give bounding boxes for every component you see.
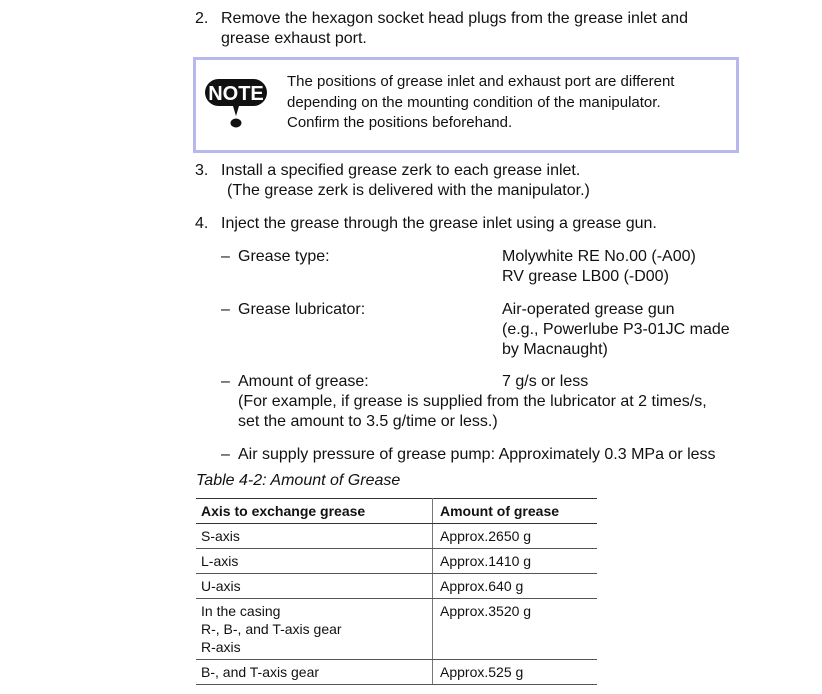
spec-dash: – bbox=[221, 248, 230, 265]
axis-line: R-, B-, and T-axis gear bbox=[201, 621, 342, 637]
grease-type-value2: RV grease LB00 (-D00) bbox=[502, 268, 669, 285]
axis-cell bbox=[196, 599, 433, 660]
axis-line: B-, and T-axis gear bbox=[201, 664, 320, 680]
axis-line: In the casing bbox=[201, 603, 281, 619]
amount-value: 7 g/s or less bbox=[502, 373, 589, 390]
amount-cell: Approx.3520 g bbox=[433, 599, 598, 660]
amount-cell: Approx.1410 g bbox=[433, 549, 598, 574]
table-row bbox=[196, 599, 597, 660]
amount-cell: Approx.525 g bbox=[433, 660, 598, 685]
axis-line: R-axis bbox=[201, 639, 241, 655]
table-caption: Table 4-2: Amount of Grease bbox=[196, 472, 401, 489]
table-row bbox=[196, 549, 597, 574]
step-2-text-line1: Remove the hexagon socket head plugs from the grease inlet and bbox=[221, 10, 688, 27]
spec-dash: – bbox=[221, 446, 230, 463]
spec-dash: – bbox=[221, 301, 230, 318]
table-row bbox=[196, 524, 597, 549]
amount-label: Amount of grease: bbox=[238, 373, 369, 390]
note-line3: Confirm the positions beforehand. bbox=[287, 114, 513, 131]
note-text bbox=[287, 72, 674, 134]
spec-dash: – bbox=[221, 373, 230, 390]
axis-line: U-axis bbox=[201, 578, 241, 594]
table-row bbox=[196, 574, 597, 599]
axis-line: L-axis bbox=[201, 553, 239, 569]
axis-cell bbox=[196, 549, 433, 574]
lubricator-value1: Air-operated grease gun bbox=[502, 301, 675, 318]
note-line2: depending on the mounting condition of the manipulator. bbox=[287, 93, 661, 111]
axis-cell bbox=[196, 660, 433, 685]
step-4-text-line1: Inject the grease through the grease inlet using a grease gun. bbox=[221, 215, 657, 232]
header-axis: Axis to exchange grease bbox=[196, 499, 433, 524]
amount-note-line1: (For example, if grease is supplied from the lubricator at 2 times/s, bbox=[238, 393, 707, 410]
grease-amount-table bbox=[196, 498, 597, 685]
step-3-text-line1: Install a specified grease zerk to each grease inlet. bbox=[221, 162, 581, 179]
table-row bbox=[196, 660, 597, 685]
step-4-number: 4. bbox=[195, 215, 209, 232]
lubricator-value3: by Macnaught) bbox=[502, 341, 608, 358]
amount-cell: Approx.640 g bbox=[433, 574, 598, 599]
axis-line: S-axis bbox=[201, 528, 240, 544]
step-3-text-line2: (The grease zerk is delivered with the manipulator.) bbox=[227, 182, 590, 199]
note-line1: The positions of grease inlet and exhaust port are different bbox=[287, 73, 675, 90]
note-icon-label: NOTE bbox=[208, 83, 264, 105]
lubricator-value2: (e.g., Powerlube P3-01JC made bbox=[502, 321, 730, 338]
table-header-row bbox=[196, 499, 597, 524]
amount-note-line2: set the amount to 3.5 g/time or less.) bbox=[238, 413, 498, 430]
note-icon bbox=[204, 76, 268, 136]
grease-type-value1: Molywhite RE No.00 (-A00) bbox=[502, 248, 696, 265]
step-2-text-line2: grease exhaust port. bbox=[221, 30, 367, 47]
step-3-number: 3. bbox=[195, 162, 209, 179]
lubricator-label: Grease lubricator: bbox=[238, 301, 366, 318]
amount-cell: Approx.2650 g bbox=[433, 524, 598, 549]
axis-cell bbox=[196, 574, 433, 599]
axis-cell bbox=[196, 524, 433, 549]
pressure-text: Air supply pressure of grease pump: Approximately 0.3 MPa or less bbox=[238, 446, 716, 463]
header-amount: Amount of grease bbox=[433, 499, 598, 524]
step-2-number: 2. bbox=[195, 10, 209, 27]
grease-type-label: Grease type: bbox=[238, 248, 330, 265]
